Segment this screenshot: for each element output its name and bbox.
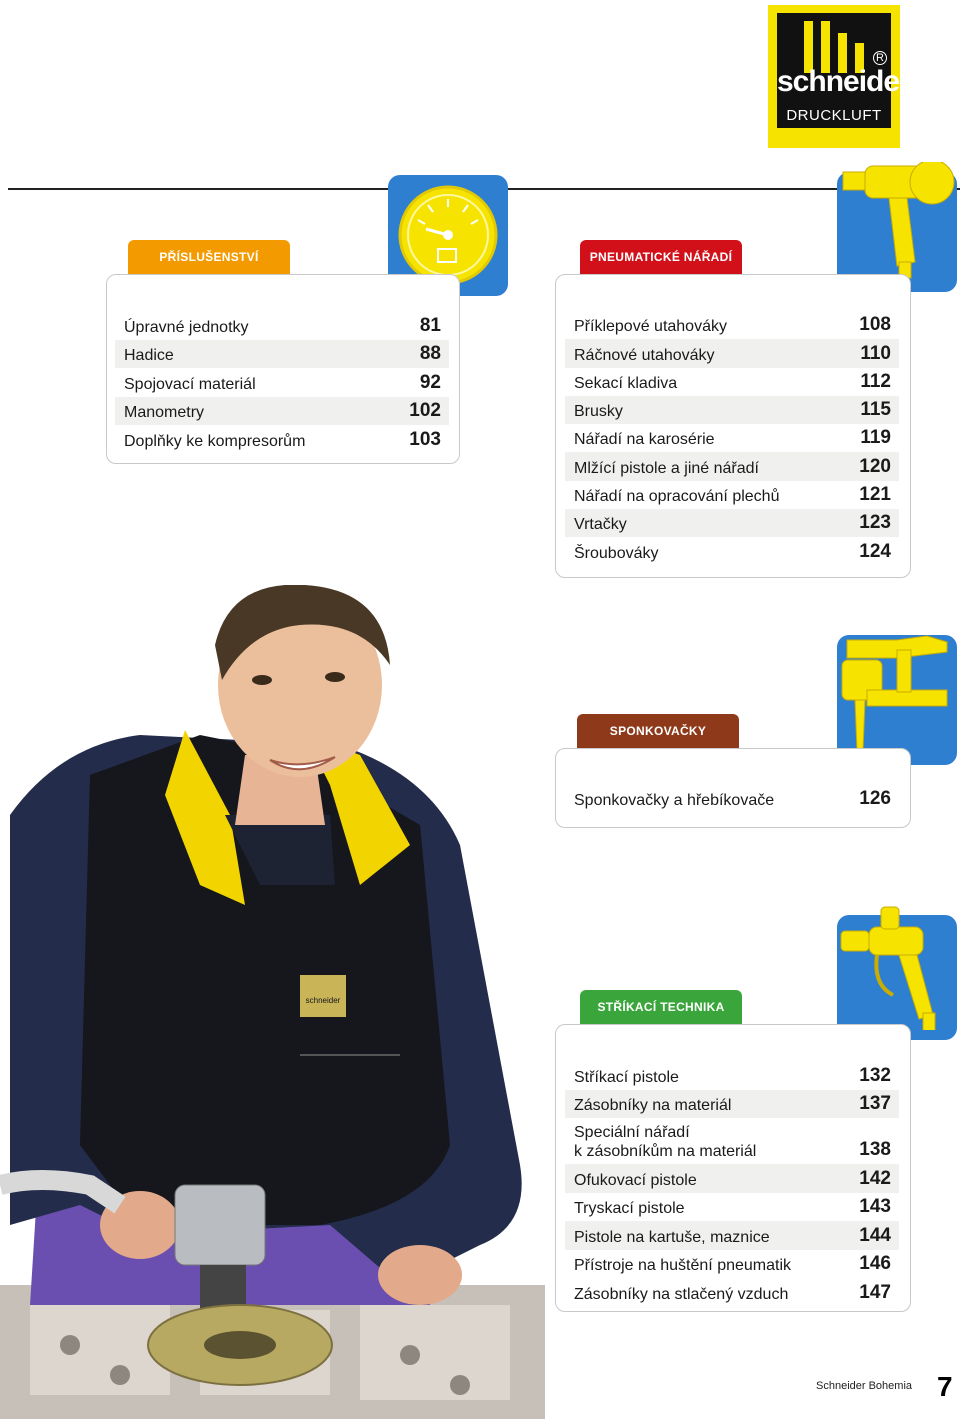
item-page-number: 126 [859,788,891,809]
page-number: 7 [937,1371,953,1402]
tab-pneumaticke-naradi: PNEUMATICKÉ NÁŘADÍ [580,240,742,274]
impact-wrench-icon [837,162,957,282]
item-page-number: 124 [859,540,891,562]
item-page-number: 112 [860,370,891,392]
item-label [124,403,204,422]
item-label-line: Stříkací pistole [574,1068,679,1086]
item-label-line: Přístroje na huštění pneumatik [574,1257,792,1274]
list-item [565,785,899,813]
item-label-line: Sekací kladiva [574,374,678,392]
item-page-number: 144 [859,1224,891,1246]
item-label [574,1256,791,1275]
item-label-line: Nářadí na opracování plechů [574,488,780,506]
item-label-line: Příklepové utahováky [574,318,727,336]
item-label-line: Úpravné jednotky [124,318,249,336]
tab-sponkovacky: SPONKOVAČKY [577,714,739,748]
item-label [574,1199,685,1218]
list-item [565,1278,899,1307]
list-item [565,537,899,565]
item-label [124,432,305,451]
item-label [574,1228,770,1247]
list-item [565,1193,899,1222]
item-label [574,791,774,810]
item-page-number: 119 [860,427,891,449]
item-page-number: 137 [859,1093,891,1114]
item-page-number: 146 [859,1253,891,1274]
item-label [574,430,715,449]
item-label-line: Šroubováky [574,544,659,562]
list-item [565,452,899,480]
list-item [115,397,449,426]
strikaci-box [555,1024,911,1312]
item-page-number: 115 [860,399,891,421]
list-item [565,1221,899,1250]
item-page-number: 132 [859,1064,891,1086]
item-label [574,1068,679,1087]
item-label [574,1285,788,1304]
item-label-line: Zásobníky na stlačený vzduch [574,1285,789,1303]
list-item [565,396,899,424]
spray-gun-icon [837,905,957,1030]
list-item [565,509,899,537]
list-item [565,368,899,396]
item-label [574,1171,697,1190]
tab-strikaci-technika: STŘÍKACÍ TECHNIKA [580,990,742,1024]
list-item [565,1164,899,1193]
item-label [574,374,677,393]
list-item [565,481,899,509]
item-label-line: Zásobníky na materiál [574,1097,732,1114]
item-page-number: 138 [859,1139,891,1160]
list-item [115,311,449,340]
list-item [565,1090,899,1119]
item-label-line: Nářadí na karosérie [574,431,715,449]
footer-company: Schneider Bohemia [816,1380,913,1392]
item-label [124,318,249,337]
item-label [124,346,174,365]
item-page-number: 142 [859,1167,891,1189]
spray-gun-tile [837,915,957,1040]
item-page-number: 143 [859,1196,891,1217]
item-page-number: 147 [859,1281,891,1303]
tab-prislusenstvi: PŘÍSLUŠENSTVÍ [128,240,290,274]
item-page-number: 102 [409,400,441,421]
jacket-logo-text: schneider [305,996,341,1005]
item-label-line: Tryskací pistole [574,1200,685,1217]
item-label-line: Brusky [574,403,623,421]
item-label [574,459,759,478]
item-label-line: k zásobníkům na materiál [574,1143,757,1160]
worker-photo [0,585,560,1419]
item-page-number: 110 [860,342,891,364]
item-label [574,1123,756,1161]
registered-mark: R [873,51,887,65]
list-item [565,424,899,452]
item-label [574,487,779,506]
item-label-line: Sponkovačky a hřebíkovače [574,792,775,809]
list-item [565,1250,899,1279]
item-label [124,375,256,394]
item-label [574,515,627,534]
item-label-line: Doplňky ke kompresorům [124,432,306,450]
item-page-number: 123 [859,512,891,534]
nail-gun-icon [837,630,957,760]
item-label [574,402,623,421]
nail-gun-tile [837,635,957,765]
item-page-number: 120 [859,455,891,477]
list-item [115,425,449,454]
brand-sub: DRUCKLUFT [786,107,882,124]
item-label-line: Hadice [124,347,174,364]
item-page-number: 92 [419,371,441,393]
item-label-line: Spojovací materiál [124,375,256,393]
item-page-number: 108 [859,314,891,336]
item-label-line: Pistole na kartuše, maznice [574,1228,770,1246]
list-item [115,340,449,369]
item-label [574,317,727,336]
schneider-logo [768,5,910,148]
item-label-line: Vrtačky [574,516,627,534]
item-label-line: Manometry [124,404,205,421]
item-label-line: Ofukovací pistole [574,1171,697,1189]
list-item [565,311,899,339]
sponkovacky-box [555,748,911,828]
list-item [115,368,449,397]
item-label [574,1096,731,1115]
item-page-number: 103 [409,428,441,450]
prislusenstvi-box [106,274,460,464]
item-page-number: 121 [859,484,891,506]
item-label [574,346,715,365]
list-item [565,339,899,367]
item-label-line: Ráčnové utahováky [574,346,715,364]
item-label-line: Mlžící pistole a jiné nářadí [574,459,759,477]
item-page-number: 81 [419,314,441,336]
item-label-line: Speciální nářadí [574,1124,690,1141]
item-page-number: 88 [419,343,441,364]
list-item [565,1118,899,1164]
item-label [574,544,659,563]
brand-name: schneider [777,65,910,98]
list-item [565,1061,899,1090]
naradi-box [555,274,911,578]
